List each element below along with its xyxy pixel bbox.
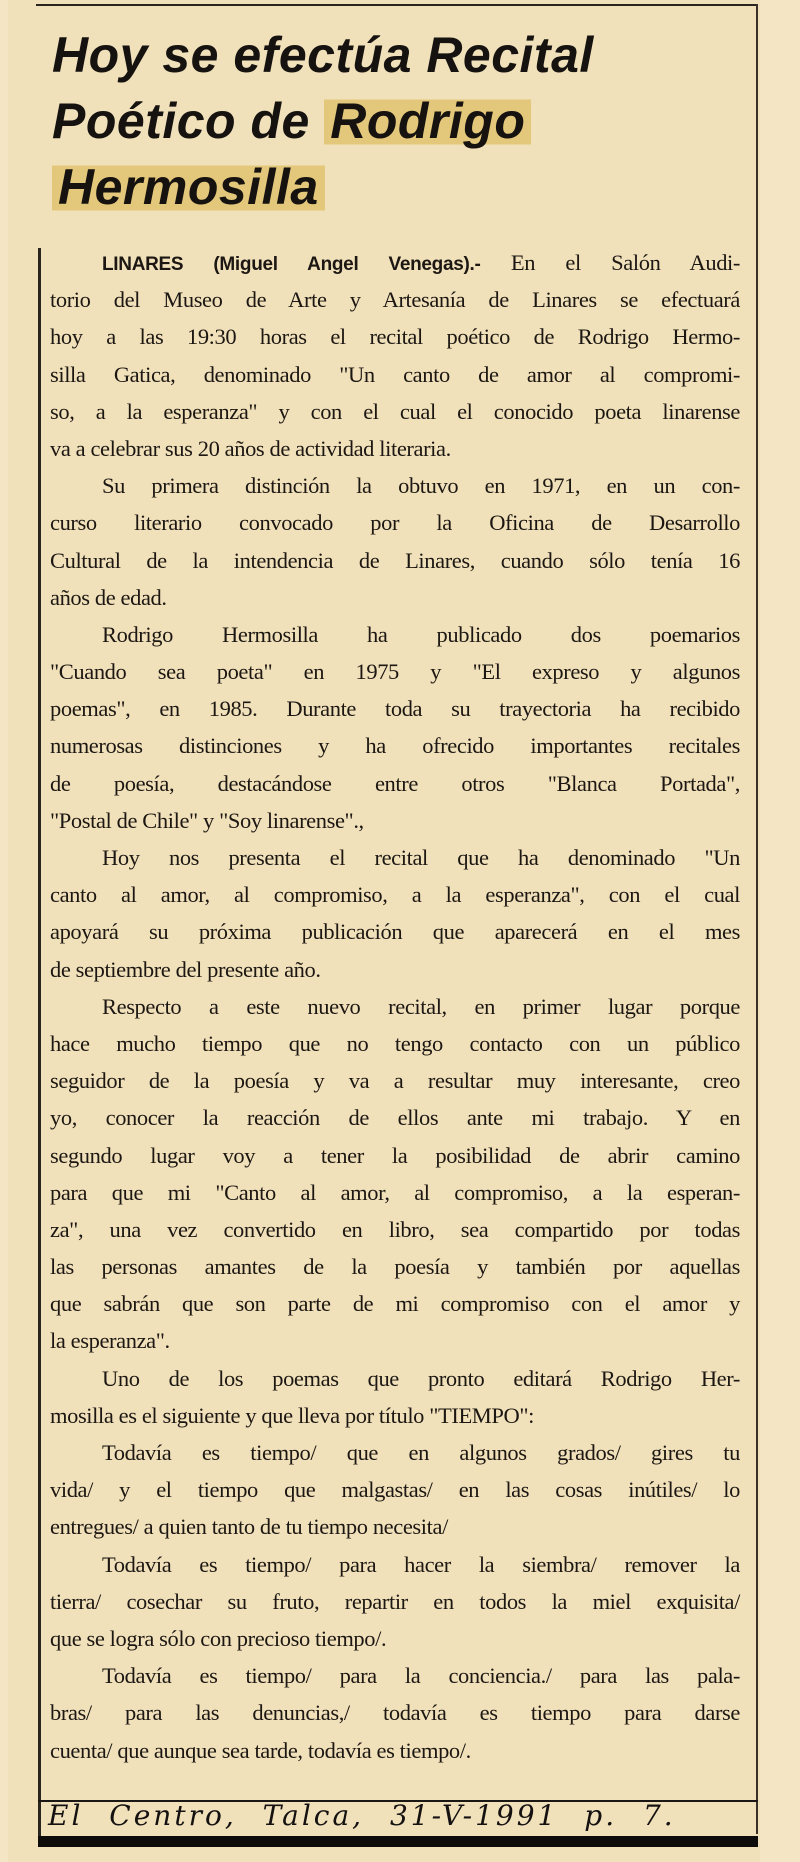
headline-line-1: Hoy se efectúa Recital [52,27,594,83]
article-line [50,1732,740,1769]
article-line [50,1583,740,1620]
article-line-text: Todavía es tiempo/ que en algunos grados/ gires tu [102,1440,740,1465]
footer-bar [38,1836,758,1847]
article-line-text: silla Gatica, denominado "Un canto de amor al compromi- [50,361,740,387]
article-line-text: "Cuando sea poeta" en 1975 y "El expreso y algunos [50,659,740,685]
article-line [50,1062,740,1099]
article-line-text: yo, conocer la reacción de ellos ante mi trabajo. Y en [50,1105,740,1131]
article-line-text: seguidor de la poesía y va a resultar muy interesante, creo [50,1068,740,1094]
article-line [50,1360,740,1397]
article-line [50,281,740,318]
frame-left-rule [38,248,41,1838]
article-line [50,951,740,988]
article-line [50,988,740,1025]
article-line-text: canto al amor, al compromiso, a la esperanza", con el cual [50,882,740,908]
article-line-text: Todavía es tiempo/ para la conciencia./ para las pala- [102,1663,740,1689]
article-line [50,616,740,653]
article-line-text: que se logra sólo con precioso tiempo/. [50,1625,387,1651]
headline-highlight-rodrigo: Rodrigo [324,93,531,149]
article-line-text: años de edad. [50,584,167,610]
headline [52,22,752,220]
article-line-text: mosilla es el siguiente y que lleva por título "TIEMPO": [50,1402,535,1428]
frame-right-rule [756,4,758,1834]
article-line [50,1397,740,1434]
article-line-text: bras/ para las denuncias,/ todavía es tiempo para darse [50,1700,740,1726]
article-line [50,244,740,281]
article-line [50,727,740,764]
article-line-text: segundo lugar voy a tener la posibilidad de abrir camino [50,1142,740,1168]
headline-line-2 [52,88,752,154]
handwritten-source-note: El Centro, Talca, 31-V-1991 p. 7. [48,1799,676,1832]
article-line [50,1434,740,1471]
article-line-text: Todavía es tiempo/ para hacer la siembra/ remover la [102,1551,740,1577]
article-line [50,876,740,913]
frame-top-rule [36,4,758,6]
article-line [50,913,740,950]
article-line [50,1508,740,1545]
article-line-text: de poesía, destacándose entre otros "Blanca Portada", [50,770,740,796]
article-line-text: so, a la esperanza" y con el cual el conocido poeta linarense [50,398,740,424]
article-line-text: torio del Museo de Arte y Artesanía de Linares se efectuará [50,287,740,313]
article-line-text: za", una vez convertido en libro, sea compartido por todas [50,1216,740,1242]
article-line [50,318,740,355]
article-line-text: entregues/ a quien tanto de tu tiempo necesita/ [50,1514,448,1540]
article-line [50,802,740,839]
article-line [50,765,740,802]
article-line [50,1471,740,1508]
headline-line-2-a: Poético de [52,93,325,149]
article-line [50,1025,740,1062]
article-line [50,504,740,541]
article-line-text: de septiembre del presente año. [50,956,321,982]
article-line [50,1620,740,1657]
article-line [50,393,740,430]
article-line-text: las personas amantes de la poesía y también por aquellas [50,1254,740,1280]
article-line-text: Rodrigo Hermosilla ha publicado dos poemarios [102,621,740,647]
article-line-text: Respecto a este nuevo recital, en primer lugar porque [102,993,740,1019]
article-line-text: poemas", en 1985. Durante toda su trayectoria ha recibido [50,696,740,722]
headline-line-3 [52,154,752,220]
article-line [50,467,740,504]
article-line [50,1211,740,1248]
article-line-text: numerosas distinciones y ha ofrecido importantes recitales [50,733,740,759]
article-line [50,839,740,876]
article-line-text: hace mucho tiempo que no tengo contacto con un público [50,1030,740,1056]
article-line [50,1322,740,1359]
article-line [50,1099,740,1136]
article-line-text: hoy a las 19:30 horas el recital poético de Rodrigo Hermo- [50,324,740,350]
article-line [50,690,740,727]
article-line-text: Su primera distinción la obtuvo en 1971, en un con- [102,473,740,499]
article-line-text: cuenta/ que aunque sea tarde, todavía es tiempo/. [50,1737,471,1763]
article-line-text: Uno de los poemas que pronto editará Rodrigo Her- [102,1365,740,1391]
article-line-text: la esperanza". [50,1328,170,1354]
article-line [50,542,740,579]
article-line-text: tierra/ cosechar su fruto, repartir en todos la miel exquisita/ [50,1588,740,1614]
article-line-text: vida/ y el tiempo que malgastas/ en las cosas inútiles/ lo [50,1477,740,1503]
article-line [50,356,740,393]
article-line-text: En el Salón Audi- [480,250,740,275]
article-body [50,244,740,1769]
article-line [50,1694,740,1731]
article-line-text: que sabrán que son parte de mi compromiso con el amor y [50,1291,740,1317]
article-line-text: apoyará su próxima publicación que aparecerá en el mes [50,919,740,945]
article-line [50,653,740,690]
article-line [50,1137,740,1174]
article-line [50,1546,740,1583]
article-line [50,1248,740,1285]
article-line [50,1285,740,1322]
article-line-text: curso literario convocado por la Oficina de Desarrollo [50,510,740,536]
article-line-text: Cultural de la intendencia de Linares, cuando sólo tenía 16 [50,547,740,573]
article-line-text: "Postal de Chile" y "Soy linarense"., [50,807,364,833]
article-line [50,1174,740,1211]
article-line-text: para que mi "Canto al amor, al compromiso, a la esperan- [50,1179,740,1205]
article-line-text: va a celebrar sus 20 años de actividad literaria. [50,435,451,461]
article-line [50,1657,740,1694]
dateline: LINARES (Miguel Angel Venegas).- [102,254,481,275]
article-line [50,579,740,616]
article-line [50,430,740,467]
article-line-text: Hoy nos presenta el recital que ha denominado "Un [102,845,740,870]
headline-highlight-hermosilla: Hermosilla [52,159,325,215]
